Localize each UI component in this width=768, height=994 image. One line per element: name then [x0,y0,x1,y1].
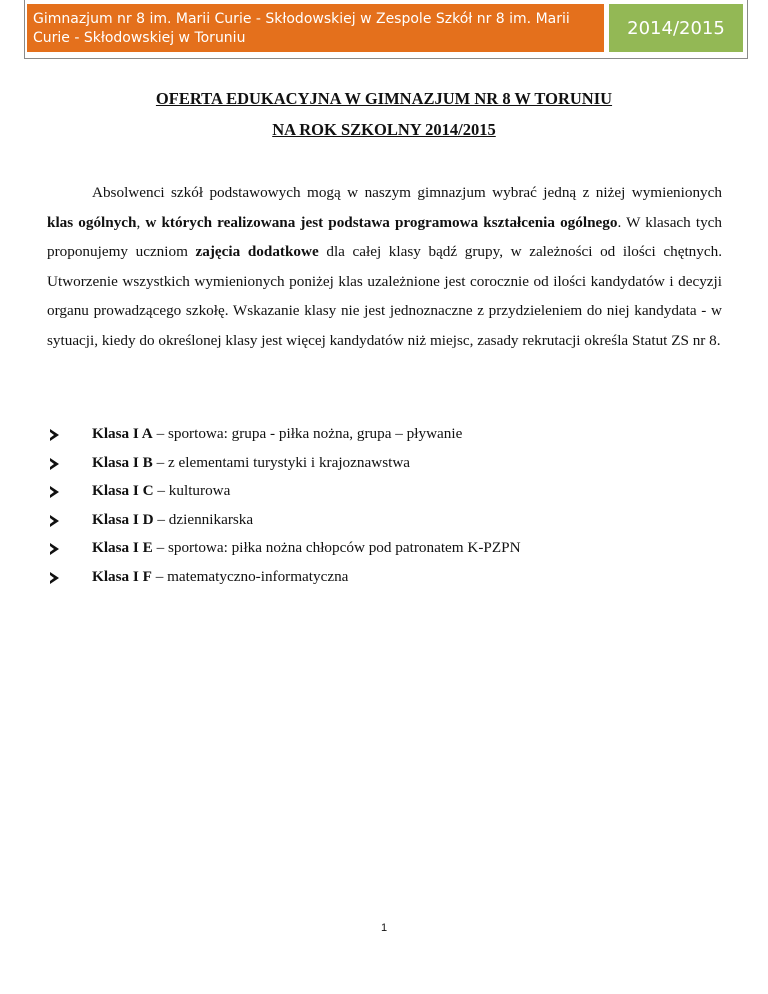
intro-text-4: dla całej klasy bądź grupy, w zależności od ilości chętnych. Utworzenie wszystkich wymienionych poniżej klas uzależnione jest corocznie od ilości kandydatów i decyzji organu prowadzącego szkołę. Wskazanie klasy nie jest jednoznaczne z przydzieleniem do niej kandydata - w sytuacji, kiedy do określonej klasy jest więcej kandydatów niż miejsc, zasady rekrutacji określa Statut ZS nr 8. [47,243,723,349]
header-school-name: Gimnazjum nr 8 im. Marii Curie - Skłodowskiej w Zespole Szkół nr 8 im. Marii Curie - Skłodowskiej w Toruniu [27,4,604,52]
intro-text-1: Absolwenci szkół podstawowych mogą w naszym gimnazjum wybrać jedną z niżej wymienionych [92,184,722,201]
class-desc: – matematyczno-informatyczna [151,567,349,585]
header-year: 2014/2015 [609,4,743,52]
page-number: 1 [380,922,388,934]
arrow-bullet-icon [50,515,59,527]
class-desc: – sportowa: grupa - piłka nożna, grupa – pływanie [152,425,463,442]
class-list [50,420,730,592]
class-desc: – kulturowa [153,482,231,500]
class-name: Klasa I D [92,510,154,528]
document-subtitle: NA ROK SZKOLNY 2014/2015 [272,120,496,139]
intro-text-2: , [136,213,146,231]
class-desc: – sportowa: piłka nożna chłopców pod patronatem K-PZPN [152,539,521,557]
class-name: Klasa I A [92,425,153,442]
arrow-bullet-icon [50,486,59,498]
arrow-bullet-icon [50,572,59,584]
list-item [50,420,730,449]
class-name: Klasa I E [92,539,153,557]
arrow-bullet-icon [50,429,59,441]
intro-bold-2: w których realizowana jest podstawa programowa kształcenia ogólnego [145,213,618,231]
list-item [50,563,730,592]
intro-paragraph [47,178,722,356]
class-desc: – dziennikarska [153,510,254,528]
list-item [50,506,730,535]
arrow-bullet-icon [50,458,59,470]
list-item [50,449,730,478]
intro-bold-3: zajęcia dodatkowe [195,243,319,261]
list-item [50,477,730,506]
intro-text-3: . W klasach tych proponujemy uczniom [47,213,722,261]
class-name: Klasa I B [92,453,153,471]
list-item [50,534,730,563]
intro-bold-1: klas ogólnych [47,213,137,231]
arrow-bullet-icon [50,543,59,555]
class-desc: – z elementami turystyki i krajoznawstwa [152,453,411,471]
class-name: Klasa I C [92,482,154,500]
document-title: OFERTA EDUKACYJNA W GIMNAZJUM NR 8 W TORUNIU [155,89,613,108]
class-name: Klasa I F [92,567,152,585]
